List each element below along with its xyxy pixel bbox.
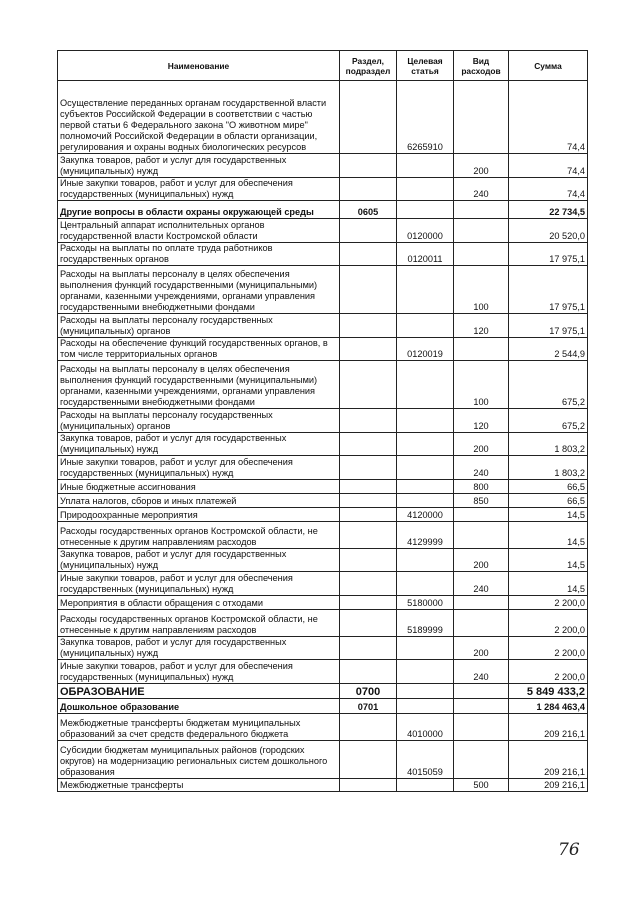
- budget-table: [57, 50, 588, 792]
- row-name: Другие вопросы в области охраны окружающей среды: [58, 201, 340, 219]
- row-name: Расходы на выплаты персоналу государственных (муниципальных) органов: [58, 409, 340, 433]
- row-section: [340, 549, 397, 572]
- row-name: Дошкольное образование: [58, 699, 340, 714]
- row-type: 100: [454, 266, 509, 314]
- table-row: [58, 637, 588, 660]
- row-name: Закупка товаров, работ и услуг для государственных (муниципальных) нужд: [58, 549, 340, 572]
- row-amount: 22 734,5: [509, 201, 588, 219]
- row-type: [454, 741, 509, 779]
- table-row: [58, 494, 588, 508]
- row-name: Иные бюджетные ассигнования: [58, 480, 340, 494]
- row-amount: 20 520,0: [509, 219, 588, 243]
- row-name: Расходы на выплаты по оплате труда работников государственных органов: [58, 243, 340, 266]
- header-type: Вид расходов: [454, 51, 509, 81]
- row-name: Расходы на выплаты персоналу в целях обеспечения выполнения функций государственными (муниципальными) органами, казенными учреждениями, органами управления государственными внебюджетными фондами: [58, 361, 340, 409]
- table-row: [58, 81, 588, 154]
- row-target: [397, 266, 454, 314]
- row-amount: 1 803,2: [509, 433, 588, 456]
- row-amount: 66,5: [509, 480, 588, 494]
- row-section: [340, 81, 397, 154]
- table-row: [58, 684, 588, 699]
- table-row: [58, 361, 588, 409]
- row-type: [454, 219, 509, 243]
- row-section: [340, 741, 397, 779]
- table-row: [58, 779, 588, 792]
- table-row: [58, 480, 588, 494]
- row-type: [454, 610, 509, 637]
- row-target: [397, 572, 454, 596]
- row-amount: 209 216,1: [509, 779, 588, 792]
- table-header-row: [58, 51, 588, 81]
- row-name: Субсидии бюджетам муниципальных районов (городских округов) на модернизацию региональных систем дошкольного образования: [58, 741, 340, 779]
- row-name: Расходы на обеспечение функций государственных органов, в том числе территориальных органов: [58, 338, 340, 361]
- row-amount: 14,5: [509, 522, 588, 549]
- row-amount: 17 975,1: [509, 266, 588, 314]
- table-row: [58, 338, 588, 361]
- row-target: [397, 154, 454, 178]
- row-section: 0701: [340, 699, 397, 714]
- table-row: [58, 610, 588, 637]
- row-amount: 14,5: [509, 549, 588, 572]
- table-row: [58, 699, 588, 714]
- row-target: 4015059: [397, 741, 454, 779]
- row-target: 6265910: [397, 81, 454, 154]
- row-section: [340, 338, 397, 361]
- row-amount: 14,5: [509, 572, 588, 596]
- row-amount: 74,4: [509, 178, 588, 201]
- row-type: 240: [454, 572, 509, 596]
- row-target: 4129999: [397, 522, 454, 549]
- row-amount: 5 849 433,2: [509, 684, 588, 699]
- row-target: [397, 637, 454, 660]
- row-section: [340, 456, 397, 480]
- row-type: [454, 684, 509, 699]
- row-section: [340, 637, 397, 660]
- row-target: [397, 314, 454, 338]
- row-name: Расходы на выплаты персоналу государственных (муниципальных) органов: [58, 314, 340, 338]
- row-section: [340, 714, 397, 741]
- row-section: [340, 572, 397, 596]
- table-row: [58, 266, 588, 314]
- row-name: Расходы государственных органов Костромской области, не отнесенные к другим направлениям расходов: [58, 610, 340, 637]
- row-type: 120: [454, 314, 509, 338]
- row-section: [340, 154, 397, 178]
- row-section: [340, 219, 397, 243]
- row-target: [397, 699, 454, 714]
- row-section: [340, 266, 397, 314]
- row-section: [340, 660, 397, 684]
- row-section: [340, 314, 397, 338]
- row-type: 240: [454, 660, 509, 684]
- table-row: [58, 201, 588, 219]
- row-type: [454, 508, 509, 522]
- row-type: 850: [454, 494, 509, 508]
- row-amount: 74,4: [509, 81, 588, 154]
- table-row: [58, 433, 588, 456]
- row-name: Осуществление переданных органам государственной власти субъектов Российской Федерации в соответствии с частью первой статьи 6 Федерального закона "О животном мире" полномочий Российской Федерации в области организации, регулирования и охраны водных биологических ресурсов: [58, 81, 340, 154]
- row-target: 0120019: [397, 338, 454, 361]
- row-target: 4120000: [397, 508, 454, 522]
- row-target: [397, 409, 454, 433]
- row-type: [454, 596, 509, 610]
- row-type: [454, 338, 509, 361]
- row-amount: 1 803,2: [509, 456, 588, 480]
- row-name: Закупка товаров, работ и услуг для государственных (муниципальных) нужд: [58, 154, 340, 178]
- row-name: Расходы государственных органов Костромской области, не отнесенные к другим направлениям расходов: [58, 522, 340, 549]
- row-section: [340, 243, 397, 266]
- row-type: 100: [454, 361, 509, 409]
- row-type: 200: [454, 637, 509, 660]
- header-name: Наименование: [58, 51, 340, 81]
- row-target: [397, 361, 454, 409]
- row-name: Расходы на выплаты персоналу в целях обеспечения выполнения функций государственными (муниципальными) органами, казенными учреждениями, органами управления государственными внебюджетными фондами: [58, 266, 340, 314]
- header-amount: Сумма: [509, 51, 588, 81]
- row-name: Межбюджетные трансферты бюджетам муниципальных образований за счет средств федерального бюджета: [58, 714, 340, 741]
- row-name: Межбюджетные трансферты: [58, 779, 340, 792]
- row-type: 500: [454, 779, 509, 792]
- row-name: Мероприятия в области обращения с отходами: [58, 596, 340, 610]
- table-row: [58, 243, 588, 266]
- budget-page: [57, 50, 587, 792]
- row-target: [397, 779, 454, 792]
- header-target: Целевая статья: [397, 51, 454, 81]
- row-target: [397, 660, 454, 684]
- row-section: [340, 361, 397, 409]
- table-row: [58, 741, 588, 779]
- row-amount: 2 200,0: [509, 610, 588, 637]
- row-section: [340, 178, 397, 201]
- row-name: Иные закупки товаров, работ и услуг для обеспечения государственных (муниципальных) нужд: [58, 572, 340, 596]
- row-amount: 17 975,1: [509, 243, 588, 266]
- row-amount: 66,5: [509, 494, 588, 508]
- row-section: [340, 596, 397, 610]
- row-name: Иные закупки товаров, работ и услуг для обеспечения государственных (муниципальных) нужд: [58, 456, 340, 480]
- row-type: [454, 522, 509, 549]
- row-name: Иные закупки товаров, работ и услуг для обеспечения государственных (муниципальных) нужд: [58, 660, 340, 684]
- row-type: 800: [454, 480, 509, 494]
- row-name: ОБРАЗОВАНИЕ: [58, 684, 340, 699]
- row-target: 5180000: [397, 596, 454, 610]
- row-type: [454, 243, 509, 266]
- row-amount: 74,4: [509, 154, 588, 178]
- row-target: 0120011: [397, 243, 454, 266]
- table-row: [58, 409, 588, 433]
- row-target: [397, 494, 454, 508]
- row-section: [340, 522, 397, 549]
- header-section: Раздел, подраздел: [340, 51, 397, 81]
- table-row: [58, 549, 588, 572]
- row-type: [454, 714, 509, 741]
- row-target: [397, 433, 454, 456]
- row-section: [340, 433, 397, 456]
- row-target: 5189999: [397, 610, 454, 637]
- row-amount: 209 216,1: [509, 714, 588, 741]
- table-row: [58, 178, 588, 201]
- row-name: Уплата налогов, сборов и иных платежей: [58, 494, 340, 508]
- row-amount: 1 284 463,4: [509, 699, 588, 714]
- row-section: [340, 779, 397, 792]
- row-name: Иные закупки товаров, работ и услуг для обеспечения государственных (муниципальных) нужд: [58, 178, 340, 201]
- row-amount: 2 200,0: [509, 596, 588, 610]
- row-section: [340, 409, 397, 433]
- row-target: [397, 201, 454, 219]
- row-amount: 2 544,9: [509, 338, 588, 361]
- row-type: [454, 699, 509, 714]
- table-body: [58, 81, 588, 792]
- row-type: 240: [454, 456, 509, 480]
- row-amount: 675,2: [509, 361, 588, 409]
- row-amount: 2 200,0: [509, 660, 588, 684]
- table-row: [58, 572, 588, 596]
- row-section: [340, 494, 397, 508]
- row-target: [397, 456, 454, 480]
- row-name: Закупка товаров, работ и услуг для государственных (муниципальных) нужд: [58, 433, 340, 456]
- row-amount: 209 216,1: [509, 741, 588, 779]
- table-row: [58, 714, 588, 741]
- row-type: 120: [454, 409, 509, 433]
- row-type: [454, 81, 509, 154]
- row-section: [340, 610, 397, 637]
- row-amount: 14,5: [509, 508, 588, 522]
- table-row: [58, 596, 588, 610]
- row-target: 0120000: [397, 219, 454, 243]
- row-target: 4010000: [397, 714, 454, 741]
- row-section: [340, 508, 397, 522]
- table-row: [58, 314, 588, 338]
- row-amount: 17 975,1: [509, 314, 588, 338]
- page-number: 76: [558, 840, 580, 860]
- row-type: 200: [454, 549, 509, 572]
- row-target: [397, 480, 454, 494]
- row-target: [397, 178, 454, 201]
- row-name: Закупка товаров, работ и услуг для государственных (муниципальных) нужд: [58, 637, 340, 660]
- table-row: [58, 522, 588, 549]
- table-row: [58, 660, 588, 684]
- row-type: 240: [454, 178, 509, 201]
- row-section: [340, 480, 397, 494]
- row-name: Центральный аппарат исполнительных органов государственной власти Костромской области: [58, 219, 340, 243]
- row-amount: 2 200,0: [509, 637, 588, 660]
- row-amount: 675,2: [509, 409, 588, 433]
- row-name: Природоохранные мероприятия: [58, 508, 340, 522]
- row-section: 0700: [340, 684, 397, 699]
- row-type: 200: [454, 433, 509, 456]
- table-row: [58, 219, 588, 243]
- row-type: [454, 201, 509, 219]
- row-target: [397, 684, 454, 699]
- table-row: [58, 154, 588, 178]
- table-row: [58, 508, 588, 522]
- row-target: [397, 549, 454, 572]
- row-type: 200: [454, 154, 509, 178]
- table-row: [58, 456, 588, 480]
- row-section: 0605: [340, 201, 397, 219]
